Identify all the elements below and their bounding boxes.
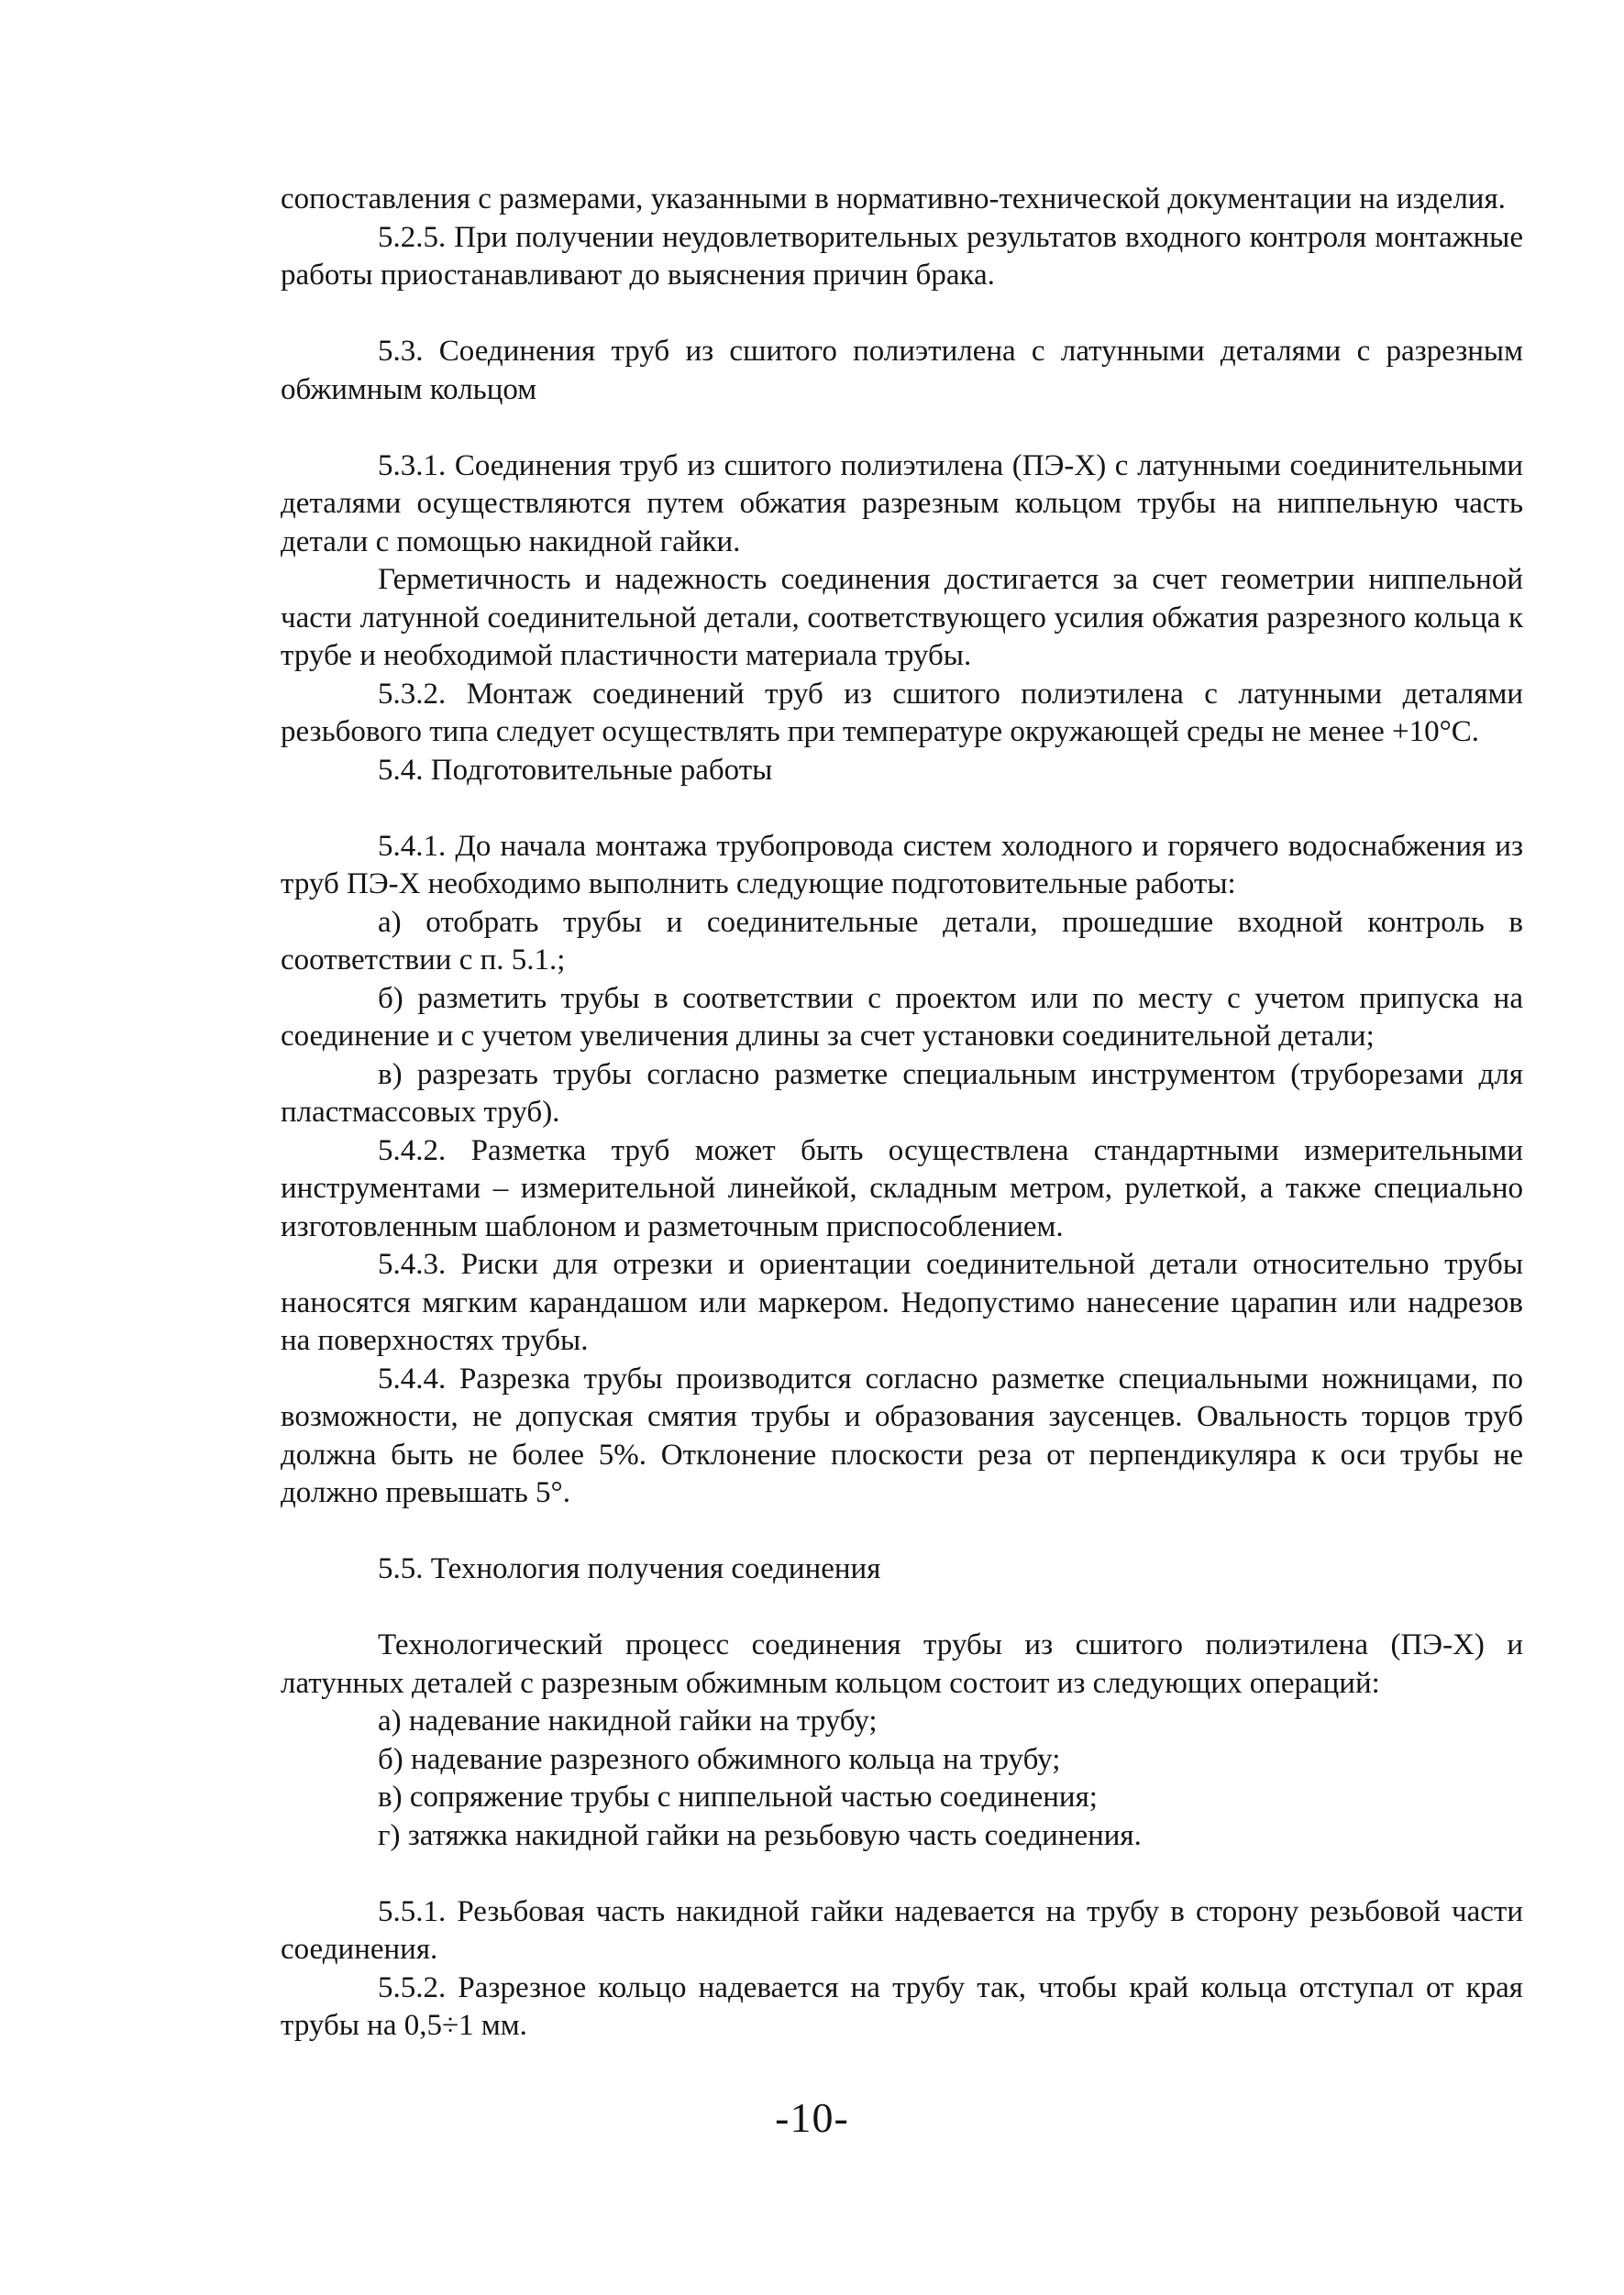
paragraph-5-4-1: 5.4.1. До начала монтажа трубопровода систем холодного и горячего водоснабжения из труб ПЭ-Х необходимо выполнить следующие подготовительные работы: xyxy=(281,829,1523,900)
page-number: -10- xyxy=(775,2094,849,2141)
paragraph-continuation: сопоставления с размерами, указанными в нормативно-технической документации на изделия. xyxy=(281,182,1506,215)
paragraph-5-2-5: 5.2.5. При получении неудовлетворительных результатов входного контроля монтажные работы приостанавливают до выяснения причин брака. xyxy=(281,220,1523,292)
list-item-5-4-1-a: а) отобрать трубы и соединительные детали, прошедшие входной контроль в соответствии с п. 5.1.; xyxy=(281,905,1523,976)
paragraph-5-3-1-continued: Герметичность и надежность соединения достигается за счет геометрии ниппельной части латунной соединительной детали, соответствующего усилия обжатия разрезного кольца к трубе и необходимой пластичности материала трубы. xyxy=(281,563,1523,672)
paragraph-5-4-2: 5.4.2. Разметка труб может быть осуществлена стандартными измерительными инструментами – измерительной линейкой, складным метром, рулеткой, а также специально изготовленным шаблоном и разметочным приспособлением. xyxy=(281,1133,1523,1243)
list-item-5-5-a: а) надевание накидной гайки на трубу; xyxy=(378,1705,878,1738)
paragraph-5-5-2: 5.5.2. Разрезное кольцо надевается на трубу так, чтобы край кольца отступал от края трубы на 0,5÷1 мм. xyxy=(281,1970,1523,2042)
list-item-5-4-1-c: в) разрезать трубы согласно разметке специальным инструментом (труборезами для пластмассовых труб). xyxy=(281,1057,1523,1129)
paragraph-5-3-1: 5.3.1. Соединения труб из сшитого полиэтилена (ПЭ-Х) с латунными соединительными деталями осуществляются путем обжатия разрезным кольцом трубы на ниппельную часть детали с помощью накидной гайки. xyxy=(281,448,1523,558)
section-heading-5-3: 5.3. Соединения труб из сшитого полиэтилена с латунными деталями с разрезным обжимным кольцом xyxy=(281,335,1523,406)
list-item-5-5-d: г) затяжка накидной гайки на резьбовую часть соединения. xyxy=(378,1818,1142,1852)
section-heading-5-4: 5.4. Подготовительные работы xyxy=(378,753,773,787)
paragraph-5-5-intro: Технологический процесс соединения трубы из сшитого полиэтилена (ПЭ-Х) и латунных деталей с разрезным обжимным кольцом состоит из следующих операций: xyxy=(281,1628,1523,1700)
paragraph-5-4-4: 5.4.4. Разрезка трубы производится согласно разметке специальными ножницами, по возможности, не допуская смятия трубы и образования заусенцев. Овальность торцов труб должна быть не более 5%. Отклонение плоскости реза от перпендикуляра к оси трубы не должно превышать 5°. xyxy=(281,1362,1523,1509)
paragraph-5-3-2: 5.3.2. Монтаж соединений труб из сшитого полиэтилена с латунными деталями резьбового типа следует осуществлять при температуре окружающей среды не менее +10°С. xyxy=(281,677,1523,748)
list-item-5-4-1-b: б) разметить трубы в соответствии с проектом или по месту с учетом припуска на соединение и с учетом увеличения длины за счет установки соединительной детали; xyxy=(281,981,1523,1053)
list-item-5-5-b: б) надевание разрезного обжимного кольца на трубу; xyxy=(378,1742,1061,1776)
paragraph-5-4-3: 5.4.3. Риски для отрезки и ориентации соединительной детали относительно трубы наносятся мягким карандашом или маркером. Недопустимо нанесение царапин или надрезов на поверхностях трубы. xyxy=(281,1248,1523,1357)
list-item-5-5-c: в) сопряжение трубы с ниппельной частью соединения; xyxy=(378,1781,1098,1814)
document-body xyxy=(281,181,1523,2046)
section-heading-5-5: 5.5. Технология получения соединения xyxy=(378,1552,881,1585)
paragraph-5-5-1: 5.5.1. Резьбовая часть накидной гайки надевается на трубу в сторону резьбовой части соединения. xyxy=(281,1894,1523,1966)
